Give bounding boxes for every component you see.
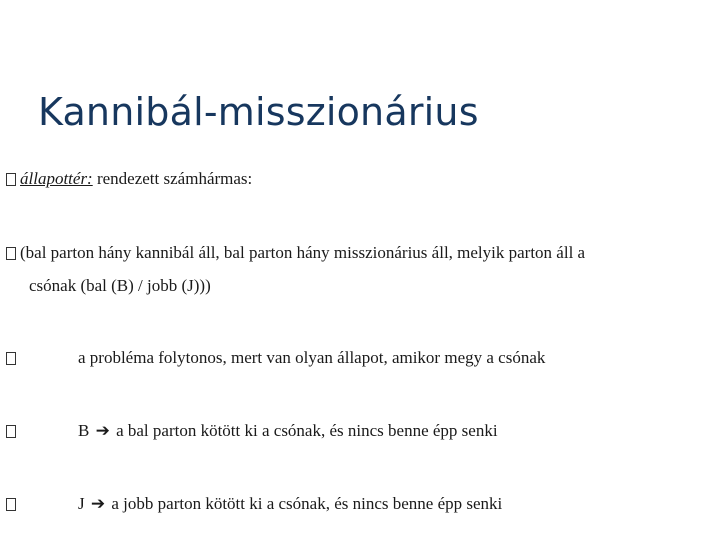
arrow-right-icon: ➔ xyxy=(90,494,106,513)
bullet-statespace xyxy=(6,169,252,189)
bullet-continuous-text: a probléma folytonos, mert van olyan állapot, amikor megy a csónak xyxy=(78,348,546,367)
bullet-box-icon xyxy=(6,352,16,365)
slide-title: Kannibál-misszionárius xyxy=(38,90,479,134)
bullet-continuous-box xyxy=(6,348,20,368)
state-key: B xyxy=(78,421,90,440)
bullet-right xyxy=(78,494,502,514)
bullet-triple-line1 xyxy=(6,243,585,263)
bullet-box-icon xyxy=(6,498,16,511)
bullet-box-icon xyxy=(6,247,16,260)
bullet-left xyxy=(78,421,498,441)
arrow-right-icon: ➔ xyxy=(95,421,110,440)
state-key: J xyxy=(78,494,85,513)
bullet-box-icon xyxy=(6,425,16,438)
bullet-right-box xyxy=(6,494,20,514)
bullet-text: (bal parton hány kannibál áll, bal parton hány misszionárius áll, melyik parton áll a xyxy=(20,243,586,262)
bullet-text: a bal parton kötött ki a csónak, és nincs benne épp senki xyxy=(116,421,498,440)
bullet-term: állapottér: xyxy=(20,169,93,188)
bullet-box-icon xyxy=(6,173,16,186)
bullet-left-box xyxy=(6,421,20,441)
bullet-text: a jobb parton kötött ki a csónak, és nincs benne épp senki xyxy=(111,494,503,513)
bullet-text: rendezett számhármas: xyxy=(92,169,253,188)
bullet-triple-line2: csónak (bal (B) / jobb (J))) xyxy=(29,276,211,295)
